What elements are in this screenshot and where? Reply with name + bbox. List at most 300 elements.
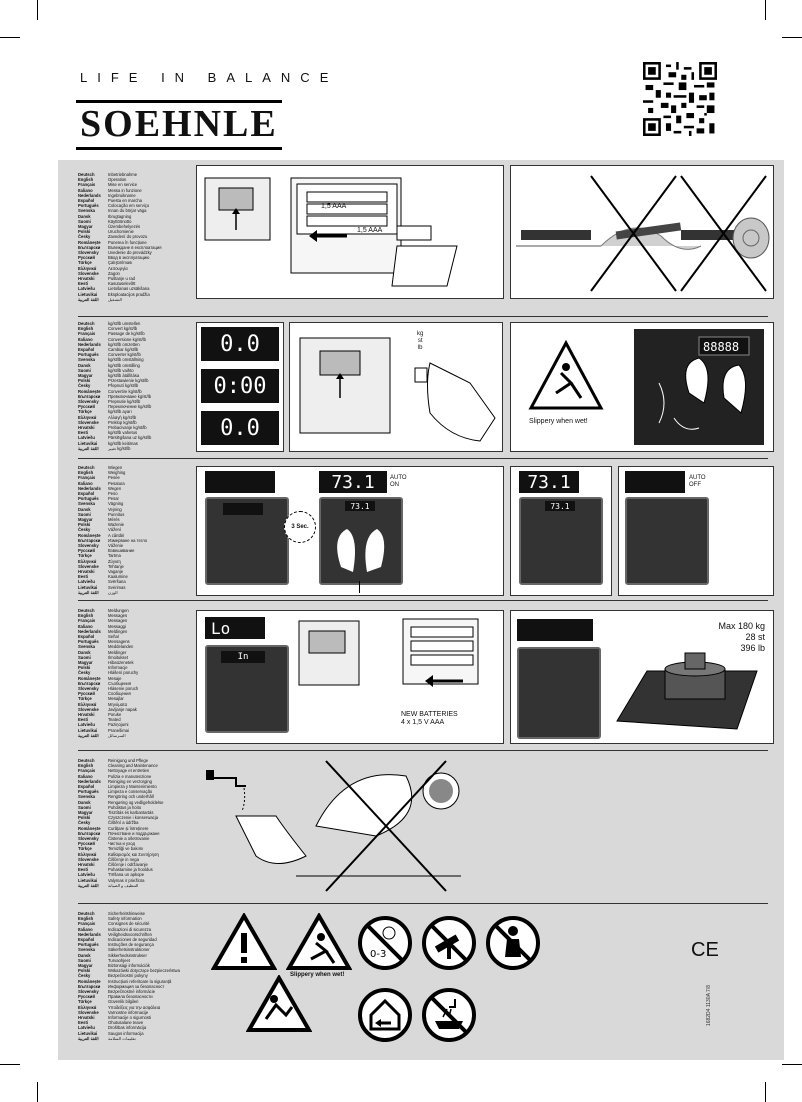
language-name: Svenska — [78, 357, 95, 363]
weighing-panel — [196, 466, 504, 596]
language-name: اللغة العربية — [78, 445, 99, 451]
slippery-warning-icon — [286, 913, 352, 971]
translation-text: Nettoyage et entretien — [108, 768, 150, 774]
translation-text: Punnitus — [108, 511, 125, 517]
language-name: Ελληνικά — [78, 1004, 97, 1010]
language-name: Svenska — [78, 208, 95, 214]
translation-text: Messages — [108, 613, 128, 619]
language-name: Español — [78, 347, 95, 353]
language-name: Italiano — [78, 480, 93, 486]
translation-text: Wskazówki dotyczące bezpieczeństwa — [108, 968, 180, 974]
svg-text:88888: 88888 — [703, 340, 740, 354]
language-name: Slovenske — [78, 706, 99, 712]
language-name: Lietuvikai — [78, 727, 98, 733]
translation-text: Inbetriebnahme — [108, 172, 138, 177]
translation-text: Hlášení poruchy — [108, 670, 139, 676]
battery-label: 1,5 AAA — [321, 203, 347, 210]
translation-text: Uvedenie do prevádzky — [108, 250, 152, 256]
language-name: Nederlands — [78, 485, 101, 491]
language-name: Românește — [78, 239, 101, 245]
translation-text: kg/st/lb ayarı — [108, 409, 132, 415]
translation-text: Pārslēgšana uz kg/st/lb — [108, 435, 152, 441]
language-name: English — [78, 916, 94, 922]
lcd-display: 73.1 — [319, 471, 387, 493]
translation-text: Bezpečnostné informácie — [108, 989, 156, 995]
translation-text: Сообщения — [108, 691, 131, 697]
translation-text: Javljanje napak — [108, 706, 137, 712]
language-name: Suomi — [78, 367, 91, 373]
language-list — [78, 321, 198, 451]
translation-text: Tisztítás és karbantartás — [108, 810, 154, 816]
language-name: Türkçe — [78, 696, 92, 702]
language-name: Português — [78, 496, 99, 502]
lcd-display-off — [517, 619, 593, 641]
scale-with-feet — [517, 647, 601, 739]
language-name: Türkçe — [78, 260, 92, 266]
language-name: Slovenske — [78, 270, 99, 276]
translation-text: التشغيل — [108, 296, 122, 302]
language-name: Português — [78, 352, 99, 358]
language-name: Suomi — [78, 654, 91, 660]
translation-text: Teated — [108, 717, 121, 723]
messages-panel — [196, 610, 504, 744]
language-name: Suomi — [78, 218, 91, 224]
auto-off-panel — [510, 466, 772, 594]
language-name: Svenska — [78, 794, 95, 800]
translation-text: Meddelanden — [108, 644, 134, 650]
translation-text: Punerea în funcțiune — [108, 239, 147, 245]
translation-text: Preklop kg/st/lb — [108, 419, 137, 425]
translation-text: kg/st/lb vahetus — [108, 430, 138, 436]
translation-text: Zavedení do provozu — [108, 234, 148, 240]
translation-text: Чистка и уход — [108, 841, 135, 847]
translation-text: Rengöring och underhåll — [108, 794, 154, 800]
language-name: Slovensky — [78, 989, 99, 995]
language-name: Español — [78, 491, 95, 497]
translation-text: Converter kg/st/lb — [108, 352, 141, 358]
slippery-text: Slippery when wet! — [290, 972, 345, 978]
translation-text: Vaganje — [108, 569, 124, 575]
language-name: Slovenske — [78, 856, 99, 862]
lcd-display: In — [221, 651, 265, 663]
max-lb-label: 396 lb — [740, 643, 765, 653]
translation-text: kg/st/lb keitimas — [108, 440, 138, 446]
language-name: Latviešu — [78, 872, 95, 878]
translation-text: Правила безопасности — [108, 994, 153, 1000]
translation-text: Güvenlik bilgileri — [108, 999, 139, 1005]
language-name: Español — [78, 784, 95, 790]
language-name: Eesti — [78, 574, 89, 580]
translation-text: Instruções de segurança — [108, 942, 154, 948]
translation-text: A cântări — [108, 532, 125, 538]
seconds-label: 3 Sec. — [284, 511, 316, 543]
battery-compartment-illustration — [293, 611, 503, 743]
language-name: Français — [78, 475, 96, 481]
language-row — [78, 1036, 198, 1041]
translation-text: Ilmoitukset — [108, 654, 129, 660]
language-name: Magyar — [78, 517, 93, 523]
translation-text: Paziņojumi — [108, 722, 129, 728]
translation-text: Pesatura — [108, 480, 125, 486]
translation-text: Drošības informācija — [108, 1025, 147, 1031]
language-name: English — [78, 177, 94, 183]
translation-text: Señal — [108, 634, 119, 640]
language-name: Nederlands — [78, 341, 101, 347]
translation-text: Indicazioni di sicurezza — [108, 926, 152, 932]
translation-text: Eksploatacijos pradžia — [108, 291, 150, 297]
language-name: English — [78, 326, 94, 332]
translation-text: Puštanje u rad — [108, 276, 136, 282]
language-name: Hrvatski — [78, 1015, 95, 1021]
translation-text: Czyszczenie i konserwacja — [108, 815, 159, 821]
language-name: Česky — [78, 527, 91, 533]
translation-text: Ohutusalane teave — [108, 1020, 144, 1026]
auto-off-step-panel — [618, 466, 774, 596]
translation-text: التنظيف و الصيانة — [108, 882, 139, 888]
language-name: Polski — [78, 378, 91, 384]
translation-text: Temizliği ve bakımı — [108, 846, 144, 852]
language-name: Slovensky — [78, 250, 99, 256]
crop-mark — [782, 37, 802, 38]
language-name: Italiano — [78, 773, 93, 779]
translation-text: Meldingen — [108, 628, 128, 634]
translation-text: Puhastamine ja hooldus — [108, 867, 153, 873]
qr-code-icon — [643, 62, 717, 136]
lcd-display: 73.1 — [519, 471, 579, 493]
language-name: Lietuvikai — [78, 291, 98, 297]
translation-text: kg/st/lb vaihto — [108, 367, 134, 373]
floor-surface-illustration — [511, 166, 773, 298]
language-name: Lietuvikai — [78, 440, 98, 446]
language-name: Français — [78, 618, 96, 624]
translation-text: Prebacivanje kg/st/lb — [108, 425, 147, 431]
floor-surface-panel — [510, 165, 774, 299]
language-name: اللغة العربية — [78, 589, 99, 595]
translation-text: Kasutuselevõtt — [108, 281, 136, 287]
language-row — [78, 590, 198, 595]
translation-text: Mise en service — [108, 182, 138, 188]
language-name: Türkçe — [78, 409, 92, 415]
section-divider — [78, 600, 768, 601]
language-list — [78, 172, 198, 302]
scale-back-illustration — [197, 166, 503, 298]
language-name: Eesti — [78, 1020, 89, 1026]
translation-text: Čištění a údržba — [108, 820, 139, 826]
indoor-use-icon — [357, 987, 413, 1043]
battery-label: 1,5 AAA — [357, 227, 383, 234]
section-divider — [78, 316, 768, 317]
translation-text: Tīrīšana un apkope — [108, 872, 145, 878]
language-name: Românește — [78, 978, 101, 984]
language-name: Slovensky — [78, 543, 99, 549]
translation-text: Meldinger — [108, 649, 127, 655]
language-name: اللغة العربية — [78, 1035, 99, 1041]
translation-text: Messa in funzione — [108, 187, 142, 193]
translation-text: Puhdistus ja hoito — [108, 804, 142, 810]
crop-mark — [765, 0, 766, 20]
translation-text: Αλλαγή kg/st/lb — [108, 414, 137, 420]
translation-text: Wiegen — [108, 465, 123, 470]
language-name: Italiano — [78, 623, 93, 629]
translation-text: تعليمات السلامة — [108, 1035, 136, 1041]
language-name: Português — [78, 789, 99, 795]
language-name: Dansk — [78, 799, 91, 805]
translation-text: Mérés — [108, 517, 120, 523]
document-code: 1682D4 1130A 7/8 — [706, 985, 712, 1027]
translation-text: Vägning — [108, 501, 124, 507]
language-name: Magyar — [78, 373, 93, 379]
brand-logo: SOEHNLE — [76, 100, 282, 150]
language-name: Ελληνικά — [78, 558, 97, 564]
language-name: Latviešu — [78, 435, 95, 441]
language-name: Español — [78, 937, 95, 943]
translation-text: Svėrimas — [108, 584, 126, 590]
section-divider — [78, 903, 768, 904]
translation-text: Tartma — [108, 553, 121, 559]
translation-text: Çalıştırılması — [108, 260, 133, 266]
language-name: Latviešu — [78, 286, 95, 292]
translation-text: Convertire kg/st/lb — [108, 388, 142, 394]
translation-text: Sicherheitshinweise — [108, 911, 146, 916]
translation-text: Cambiar kg/st/lb — [108, 347, 139, 353]
lcd-display: 0.0 — [201, 411, 279, 445]
translation-text: تغيير kg/st/lb — [108, 445, 131, 451]
translation-text: Saugos informacija — [108, 1030, 144, 1036]
translation-text: Pesar — [108, 496, 119, 502]
language-name: Slovenske — [78, 563, 99, 569]
translation-text: Čiščenje in nega — [108, 856, 139, 862]
crop-mark — [0, 1064, 20, 1065]
language-name: Nederlands — [78, 778, 101, 784]
translation-text: Vážení — [108, 527, 122, 533]
translation-text: Curățare și întreținere — [108, 825, 149, 831]
auto-on-label: AUTO ON — [390, 475, 407, 488]
crop-mark — [782, 1064, 802, 1065]
language-name: Español — [78, 634, 95, 640]
translation-text: Mesaje — [108, 675, 122, 681]
translation-text: Üzembehelyezés — [108, 224, 141, 230]
translation-text: kg/st/lb omstilling — [108, 362, 140, 368]
translation-text: Meldungen — [108, 608, 129, 613]
translation-text: الوزن — [108, 589, 118, 595]
translation-text: السرسائل — [108, 732, 126, 738]
cleaning-illustration — [196, 756, 466, 896]
language-name: Dansk — [78, 213, 91, 219]
language-name: Česky — [78, 973, 91, 979]
no-heart-pacemaker-icon — [485, 915, 541, 971]
language-name: Polski — [78, 522, 91, 528]
translation-text: Mensagens — [108, 639, 130, 645]
language-row — [78, 733, 198, 738]
language-name: Português — [78, 942, 99, 948]
translation-text: Rengøring og vedligeholdelse — [108, 799, 164, 805]
translation-text: Uruchomienie — [108, 229, 134, 235]
section-divider — [78, 750, 768, 751]
translation-text: Lietošanas uzsākšana — [108, 286, 150, 292]
language-name: Magyar — [78, 660, 93, 666]
translation-text: Passage de kg/st/lb — [108, 331, 145, 337]
max-st-label: 28 st — [745, 632, 765, 642]
language-name: Русский — [78, 841, 95, 847]
language-name: Ελληνικά — [78, 701, 97, 707]
translation-text: Pranešimai — [108, 727, 129, 733]
language-name: Italiano — [78, 336, 93, 342]
language-name: Slovensky — [78, 399, 99, 405]
translation-text: Operation — [108, 177, 127, 183]
language-name: Hrvatski — [78, 712, 95, 718]
language-name: Hrvatski — [78, 569, 95, 575]
translation-text: Informacje — [108, 665, 128, 671]
translation-text: Limpieza y Mantenimiento — [108, 784, 157, 790]
language-name: Türkçe — [78, 999, 92, 1005]
max-capacity-panel — [510, 610, 774, 744]
language-name: Česky — [78, 670, 91, 676]
language-name: Български — [78, 830, 101, 836]
max-kg-label: Max 180 kg — [718, 621, 765, 631]
language-list — [78, 758, 198, 888]
language-name: Türkçe — [78, 553, 92, 559]
language-name: Românește — [78, 675, 101, 681]
translation-text: kg/st/lb átállítása — [108, 373, 140, 379]
language-list — [78, 465, 198, 595]
translation-text: Colocação em serviço — [108, 203, 150, 209]
language-name: Slovensky — [78, 836, 99, 842]
falling-hazard-icon — [246, 975, 312, 1033]
language-name: Français — [78, 921, 96, 927]
language-name: اللغة العربية — [78, 882, 99, 888]
language-name: Português — [78, 203, 99, 209]
tagline: LIFE IN BALANCE — [80, 70, 339, 85]
language-name: Slovenske — [78, 419, 99, 425]
translation-text: Tehtanje — [108, 563, 124, 569]
language-name: Magyar — [78, 224, 93, 230]
language-name: Deutsch — [78, 465, 95, 470]
translation-text: Превключване kg/st/lb — [108, 393, 152, 399]
language-name: Français — [78, 182, 96, 188]
language-row — [78, 297, 198, 302]
language-name: Polski — [78, 229, 91, 235]
language-name: Latviešu — [78, 579, 95, 585]
section-divider — [78, 458, 768, 459]
scale-illustration — [625, 497, 709, 585]
crop-mark — [765, 1082, 766, 1102]
language-name: English — [78, 763, 94, 769]
language-name: Hrvatski — [78, 276, 95, 282]
translation-text: Cleaning and Maintenance — [108, 763, 158, 769]
language-name: Русский — [78, 255, 95, 261]
translation-text: Messaggi — [108, 623, 126, 629]
language-name: Hrvatski — [78, 862, 95, 868]
language-name: Polski — [78, 665, 91, 671]
translation-text: Indicaciones de seguridad — [108, 937, 157, 943]
translation-text: Veiligheidsvoorschriften — [108, 931, 152, 937]
language-name: Eesti — [78, 867, 89, 873]
translation-text: Измерване на тегло — [108, 537, 148, 543]
translation-text: Взвешивание — [108, 548, 135, 554]
language-name: Lietuvikai — [78, 584, 98, 590]
language-name: Svenska — [78, 644, 95, 650]
lcd-display: 73.1 — [545, 501, 575, 511]
language-name: Български — [78, 983, 101, 989]
translation-text: Säkerhetsinstruktioner — [108, 947, 150, 953]
weighing-step-panel — [510, 466, 612, 596]
translation-text: Käyttöönotto — [108, 218, 132, 224]
translation-text: Peso — [108, 491, 118, 497]
language-name: Românește — [78, 388, 101, 394]
translation-text: Kaalumine — [108, 574, 128, 580]
battery-insert-panel — [196, 165, 504, 299]
language-name: Românește — [78, 532, 101, 538]
language-name: Românește — [78, 825, 101, 831]
translation-text: Poruke — [108, 712, 122, 718]
auto-off-label: AUTO OFF — [689, 475, 706, 488]
language-name: Deutsch — [78, 758, 95, 763]
translation-text: Переключение kg/st/lb — [108, 404, 152, 410]
lcd-display — [223, 503, 263, 515]
language-name: Lietuvikai — [78, 877, 98, 883]
translation-text: Convert kg/st/lb — [108, 326, 138, 332]
translation-text: Čišćenje i održavanje — [108, 862, 148, 868]
unit-display-panel — [196, 322, 284, 452]
language-name: Svenska — [78, 501, 95, 507]
feet-icon — [319, 497, 399, 581]
language-name: English — [78, 613, 94, 619]
translation-text: Limpeza e conservação — [108, 789, 153, 795]
translation-text: Przestawienie kg/st/lb — [108, 378, 149, 384]
language-name: Български — [78, 537, 101, 543]
language-name: Русский — [78, 691, 95, 697]
language-name: Български — [78, 393, 101, 399]
language-row — [78, 446, 198, 451]
language-name: Nederlands — [78, 931, 101, 937]
language-name: Latviešu — [78, 722, 95, 728]
translation-text: Sikkerhedsinstrukser — [108, 952, 147, 958]
language-name: Česky — [78, 234, 91, 240]
translation-text: Turvaohjeet — [108, 957, 130, 963]
translation-text: Λειτουργία — [108, 265, 128, 271]
language-name: Español — [78, 198, 95, 204]
wet-feet-illustration — [629, 323, 769, 451]
translation-text: Conversione kg/st/lb — [108, 336, 146, 342]
language-name: Français — [78, 331, 96, 337]
new-batteries-label: NEW BATTERIES — [401, 711, 458, 718]
language-name: Slovenske — [78, 1009, 99, 1015]
lcd-display-off — [205, 471, 275, 493]
slippery-text: Slippery when wet! — [529, 418, 588, 425]
language-name: Dansk — [78, 506, 91, 512]
language-name: Ελληνικά — [78, 414, 97, 420]
crop-mark — [37, 0, 38, 20]
language-name: Suomi — [78, 804, 91, 810]
language-name: Eesti — [78, 717, 89, 723]
translation-text: Safety information — [108, 916, 142, 922]
translation-text: Bezpečnostní pokyny — [108, 973, 148, 979]
language-name: Dansk — [78, 649, 91, 655]
unit-label: kg st lb — [417, 331, 424, 351]
language-name: Polski — [78, 968, 91, 974]
translation-text: Wegen — [108, 485, 122, 491]
down-arrow-icon — [359, 581, 360, 593]
translation-text: Съобщения — [108, 680, 132, 686]
age-label: 0-3 — [370, 949, 387, 960]
translation-text: Messages — [108, 618, 128, 624]
translation-text: Ζύγιση — [108, 558, 121, 564]
translation-text: Puesta en marcha — [108, 198, 142, 204]
translation-text: Čistenie a ošetrovanie — [108, 836, 150, 842]
language-name: Русский — [78, 994, 95, 1000]
lcd-display-off — [625, 471, 685, 493]
language-name: Nederlands — [78, 192, 101, 198]
